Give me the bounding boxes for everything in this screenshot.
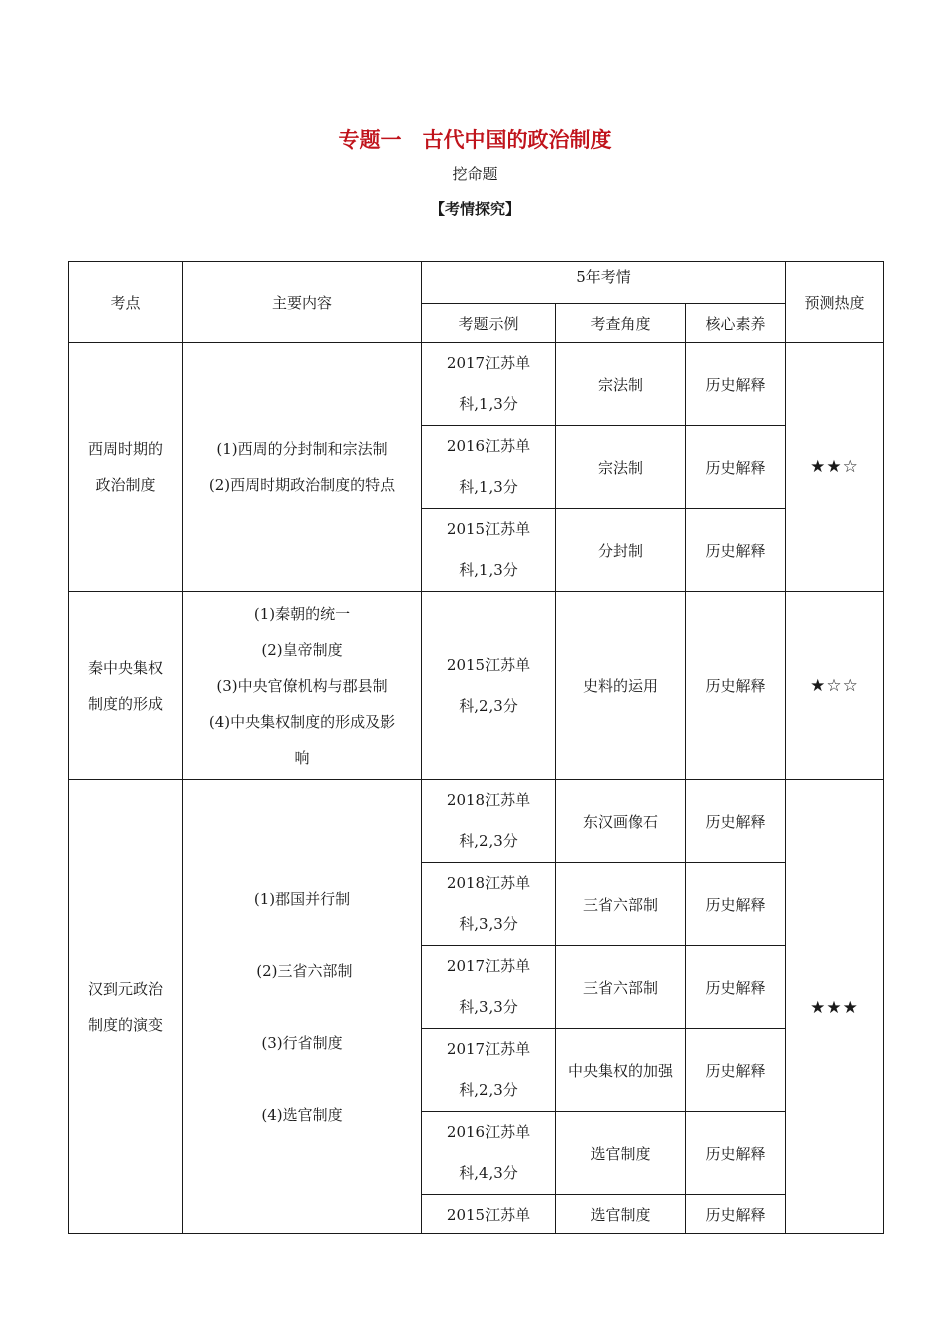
exam-literacy: 历史解释 bbox=[686, 426, 786, 509]
topic-cell bbox=[69, 780, 183, 1234]
exam-example: 2017江苏单 科,3,3分 bbox=[422, 946, 556, 1029]
heat-rating: ★☆☆ bbox=[786, 592, 884, 780]
content-line: (3)中央官僚机构与郡县制 bbox=[216, 676, 388, 695]
content-line: (2)皇帝制度 bbox=[261, 640, 343, 659]
exam-example: 2015江苏单 bbox=[422, 1195, 556, 1234]
exam-example: 2015江苏单 科,1,3分 bbox=[422, 509, 556, 592]
exam-literacy: 历史解释 bbox=[686, 780, 786, 863]
exam-example: 2017江苏单 科,2,3分 bbox=[422, 1029, 556, 1112]
exam-literacy: 历史解释 bbox=[686, 863, 786, 946]
topic-line: 汉到元政治 bbox=[87, 979, 163, 998]
content-line: (1)郡国并行制 bbox=[253, 889, 351, 908]
exam-angle: 分封制 bbox=[556, 509, 686, 592]
exam-example: 2018江苏单 科,3,3分 bbox=[422, 863, 556, 946]
heat-rating: ★★★ bbox=[786, 780, 884, 1234]
content-cell bbox=[183, 780, 422, 1234]
heat-rating: ★★☆ bbox=[786, 343, 884, 592]
exam-example: 2016江苏单 科,4,3分 bbox=[422, 1112, 556, 1195]
header-angle: 考查角度 bbox=[556, 304, 686, 343]
exam-example: 2015江苏单 科,2,3分 bbox=[422, 592, 556, 780]
exam-literacy: 历史解释 bbox=[686, 1029, 786, 1112]
exam-angle: 宗法制 bbox=[556, 343, 686, 426]
exam-literacy: 历史解释 bbox=[686, 1112, 786, 1195]
header-kaodian: 考点 bbox=[69, 262, 183, 343]
exam-angle: 三省六部制 bbox=[556, 946, 686, 1029]
header-literacy: 核心素养 bbox=[686, 304, 786, 343]
exam-angle: 中央集权的加强 bbox=[556, 1029, 686, 1112]
content-cell bbox=[183, 592, 422, 780]
exam-angle: 宗法制 bbox=[556, 426, 686, 509]
exam-angle: 选官制度 bbox=[556, 1195, 686, 1234]
topic-line: 政治制度 bbox=[95, 476, 156, 494]
topic-line: 制度的形成 bbox=[87, 694, 163, 713]
exam-literacy: 历史解释 bbox=[686, 343, 786, 426]
content-line: 响 bbox=[294, 748, 310, 767]
content-line: (2)三省六部制 bbox=[251, 961, 353, 980]
content-line: (1)秦朝的统一 bbox=[253, 604, 351, 623]
exam-angle: 三省六部制 bbox=[556, 863, 686, 946]
content-line: (2)西周时期政治制度的特点 bbox=[208, 476, 396, 494]
section-heading: 【考情探究】 bbox=[429, 200, 520, 218]
content-line: (1)西周的分封制和宗法制 bbox=[216, 440, 388, 458]
content-line: (4)中央集权制度的形成及影 bbox=[208, 712, 396, 731]
exam-literacy: 历史解释 bbox=[686, 1195, 786, 1234]
header-example: 考题示例 bbox=[422, 304, 556, 343]
header-content: 主要内容 bbox=[183, 262, 422, 343]
exam-literacy: 历史解释 bbox=[686, 509, 786, 592]
exam-literacy: 历史解释 bbox=[686, 946, 786, 1029]
subtitle: 挖命题 bbox=[452, 165, 498, 183]
exam-example: 2017江苏单 科,1,3分 bbox=[422, 343, 556, 426]
page-title: 专题一 古代中国的政治制度 bbox=[338, 128, 612, 152]
content-line: (3)行省制度 bbox=[261, 1033, 343, 1052]
topic-cell bbox=[69, 343, 183, 592]
exam-analysis-table bbox=[68, 261, 884, 1234]
exam-angle: 东汉画像石 bbox=[556, 780, 686, 863]
topic-line: 制度的演变 bbox=[87, 1015, 163, 1034]
topic-line: 西周时期的 bbox=[87, 440, 163, 458]
exam-angle: 史料的运用 bbox=[556, 592, 686, 780]
topic-cell bbox=[69, 592, 183, 780]
exam-angle: 选官制度 bbox=[556, 1112, 686, 1195]
exam-example: 2018江苏单 科,2,3分 bbox=[422, 780, 556, 863]
exam-example: 2016江苏单 科,1,3分 bbox=[422, 426, 556, 509]
content-cell bbox=[183, 343, 422, 592]
header-heat: 预测热度 bbox=[786, 262, 884, 343]
header-five-years: 5年考情 bbox=[422, 262, 786, 304]
topic-line: 秦中央集权 bbox=[87, 658, 163, 677]
content-line: (4)选官制度 bbox=[261, 1105, 343, 1124]
exam-literacy: 历史解释 bbox=[686, 592, 786, 780]
